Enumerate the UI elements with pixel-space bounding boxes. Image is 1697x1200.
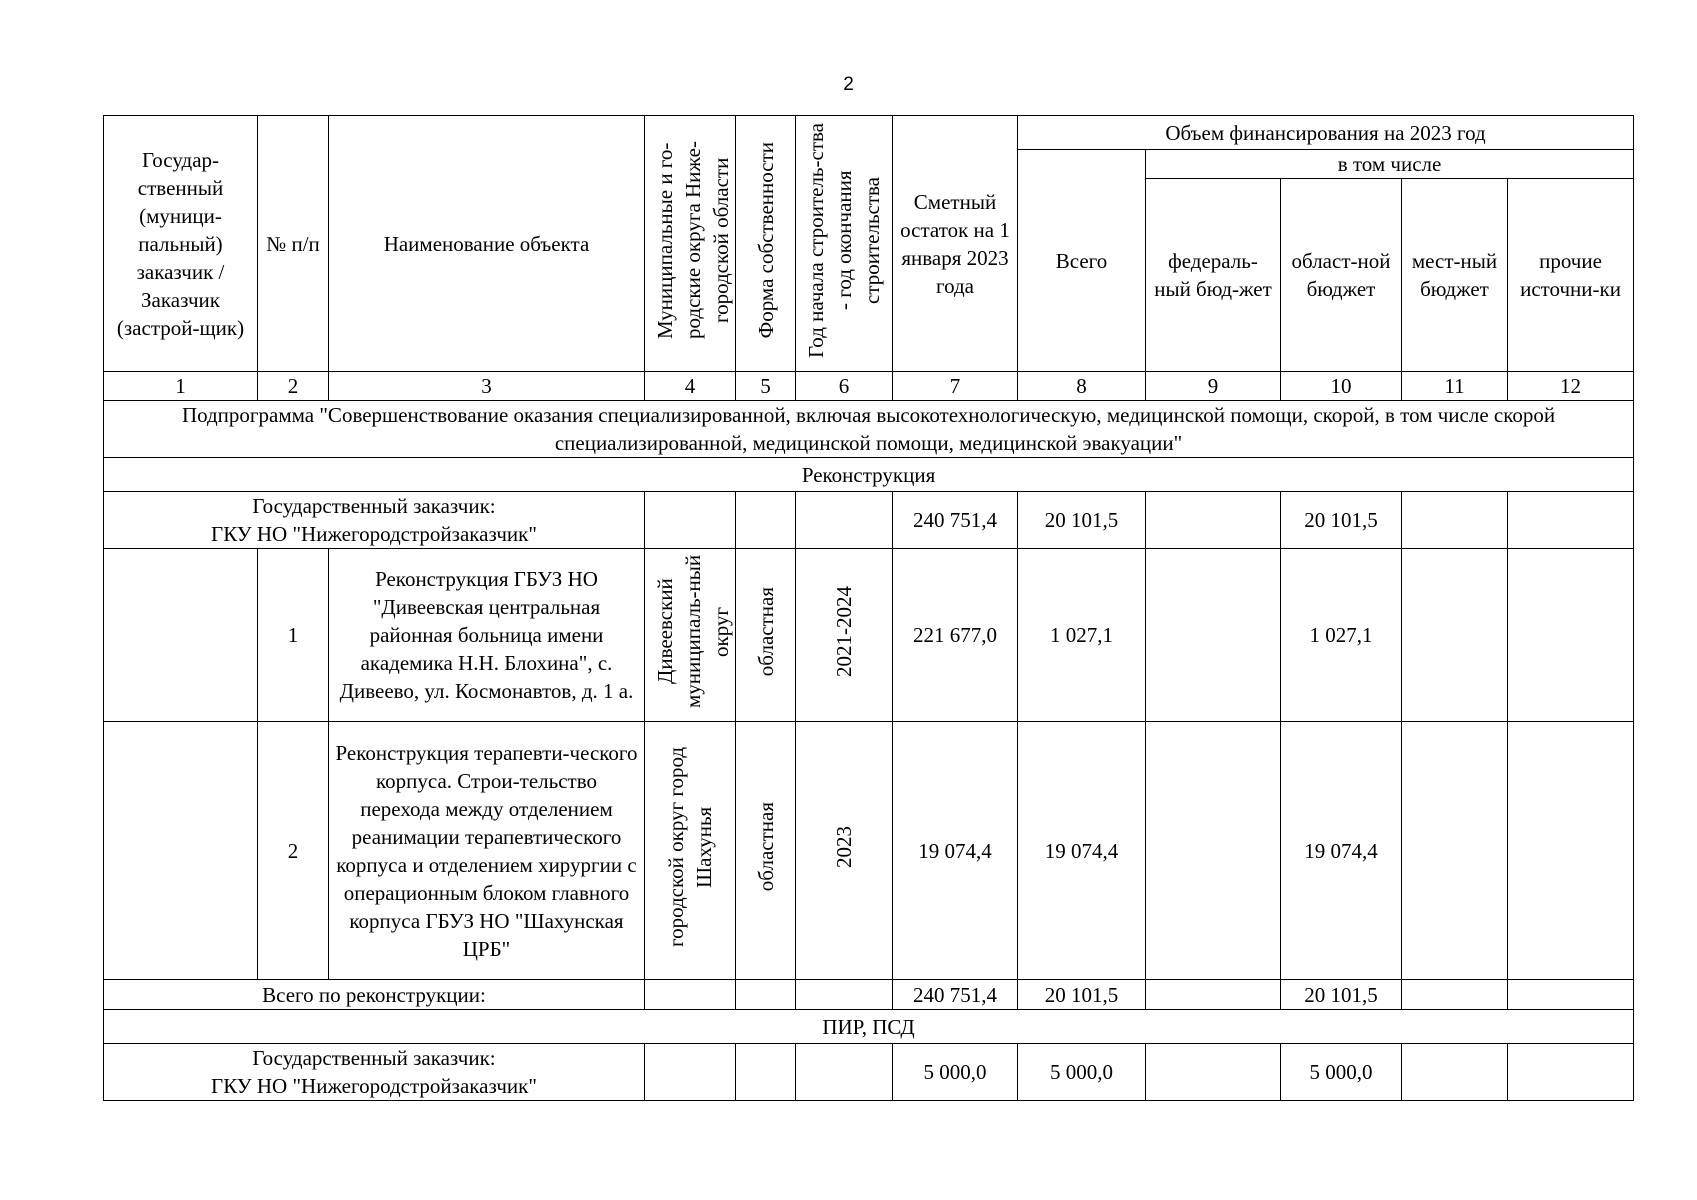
row-number: 2 [258, 722, 329, 980]
customer-line-1: Государственный заказчик: [252, 494, 496, 518]
header-row-1 [104, 116, 1634, 150]
years-text: 2021-2024 [832, 586, 856, 677]
header-customer: Государ-ственный (муници-пальный) заказчик / Заказчик (застрой-щик) [104, 116, 258, 372]
header-estimate: Сметный остаток на 1 января 2023 года [893, 116, 1018, 372]
table-row [104, 722, 1634, 980]
years-text: 2023 [832, 826, 856, 868]
header-ownership-text: Форма собственности [753, 141, 778, 339]
years-cell [796, 549, 893, 722]
total-cell: 1 027,1 [1018, 549, 1146, 722]
section-row [104, 458, 1634, 492]
column-number: 10 [1281, 372, 1402, 401]
header-number: № п/п [258, 116, 329, 372]
subprogram-title: Подпрограмма "Совершенствование оказания специализированной, включая высокотехнологическую, медицинской помощи, скорой, в том числе скорой специализированной, медицинской помощи, медицинской эвакуации" [104, 401, 1634, 458]
customer-cell [104, 1044, 645, 1101]
section-row [104, 1010, 1634, 1044]
header-ownership [736, 116, 796, 372]
estimate-cell: 240 751,4 [893, 492, 1018, 549]
district-cell [645, 722, 736, 980]
header-object-name: Наименование объекта [329, 116, 645, 372]
regional-cell: 20 101,5 [1281, 492, 1402, 549]
customer-line-1: Государственный заказчик: [252, 1046, 496, 1070]
header-years [796, 116, 893, 372]
total-row [104, 980, 1634, 1010]
estimate-cell: 19 074,4 [893, 722, 1018, 980]
header-federal: федераль-ный бюд-жет [1146, 179, 1281, 372]
header-years-text: Год начала строитель-ства - год окончания строительства [804, 122, 884, 358]
district-cell [645, 549, 736, 722]
regional-cell: 19 074,4 [1281, 722, 1402, 980]
object-name: Реконструкция ГБУЗ НО "Дивеевская центральная районная больница имени академика Н.Н. Блохина", с. Дивеево, ул. Космонавтов, д. 1 а. [329, 549, 645, 722]
estimate-cell: 5 000,0 [893, 1044, 1018, 1101]
subprogram-row [104, 401, 1634, 458]
column-number: 12 [1508, 372, 1634, 401]
column-number-row [104, 372, 1634, 401]
district-text: городской округ город Шахунья [664, 746, 716, 948]
column-number: 7 [893, 372, 1018, 401]
total-cell: 19 074,4 [1018, 722, 1146, 980]
ownership-cell [736, 549, 796, 722]
customer-cell [104, 492, 645, 549]
estimate-cell: 221 677,0 [893, 549, 1018, 722]
years-cell [796, 722, 893, 980]
district-text: Дивеевский муниципаль-ный округ [653, 554, 733, 709]
section-pir: ПИР, ПСД [104, 1010, 1634, 1044]
column-number: 9 [1146, 372, 1281, 401]
page-number: 2 [843, 74, 854, 95]
column-number: 11 [1402, 372, 1508, 401]
total-cell: 20 101,5 [1018, 980, 1146, 1010]
customer-line-2: ГКУ НО "Нижегородстройзаказчик" [211, 522, 537, 546]
header-including: в том числе [1146, 150, 1634, 179]
column-number: 1 [104, 372, 258, 401]
regional-cell: 5 000,0 [1281, 1044, 1402, 1101]
column-number: 5 [736, 372, 796, 401]
column-number: 6 [796, 372, 893, 401]
column-number: 4 [645, 372, 736, 401]
column-number: 3 [329, 372, 645, 401]
regional-cell: 20 101,5 [1281, 980, 1402, 1010]
header-districts-text: Муниципальные и го-родские округа Ниже-городской области [653, 141, 733, 339]
header-regional: област-ной бюджет [1281, 179, 1402, 372]
customer-row [104, 492, 1634, 549]
object-name: Реконструкция терапевти-ческого корпуса. Строи-тельство перехода между отделением реанимации терапевтического корпуса и отделением хирургии с операционным блоком главного корпуса ГБУЗ НО "Шахунская ЦРБ" [329, 722, 645, 980]
header-total: Всего [1018, 150, 1146, 372]
ownership-text: областная [753, 802, 778, 892]
table-row [104, 549, 1634, 722]
financing-table [103, 115, 1634, 1101]
total-label: Всего по реконструкции: [104, 980, 645, 1010]
total-cell: 20 101,5 [1018, 492, 1146, 549]
column-number: 8 [1018, 372, 1146, 401]
section-reconstruction: Реконструкция [104, 458, 1634, 492]
total-cell: 5 000,0 [1018, 1044, 1146, 1101]
ownership-text: областная [753, 586, 778, 677]
estimate-cell: 240 751,4 [893, 980, 1018, 1010]
column-number: 2 [258, 372, 329, 401]
ownership-cell [736, 722, 796, 980]
regional-cell: 1 027,1 [1281, 549, 1402, 722]
header-funding: Объем финансирования на 2023 год [1018, 116, 1634, 150]
header-districts [645, 116, 736, 372]
header-local: мест-ный бюджет [1402, 179, 1508, 372]
customer-row [104, 1044, 1634, 1101]
header-other: прочие источни-ки [1508, 179, 1634, 372]
customer-line-2: ГКУ НО "Нижегородстройзаказчик" [211, 1074, 537, 1098]
row-number: 1 [258, 549, 329, 722]
